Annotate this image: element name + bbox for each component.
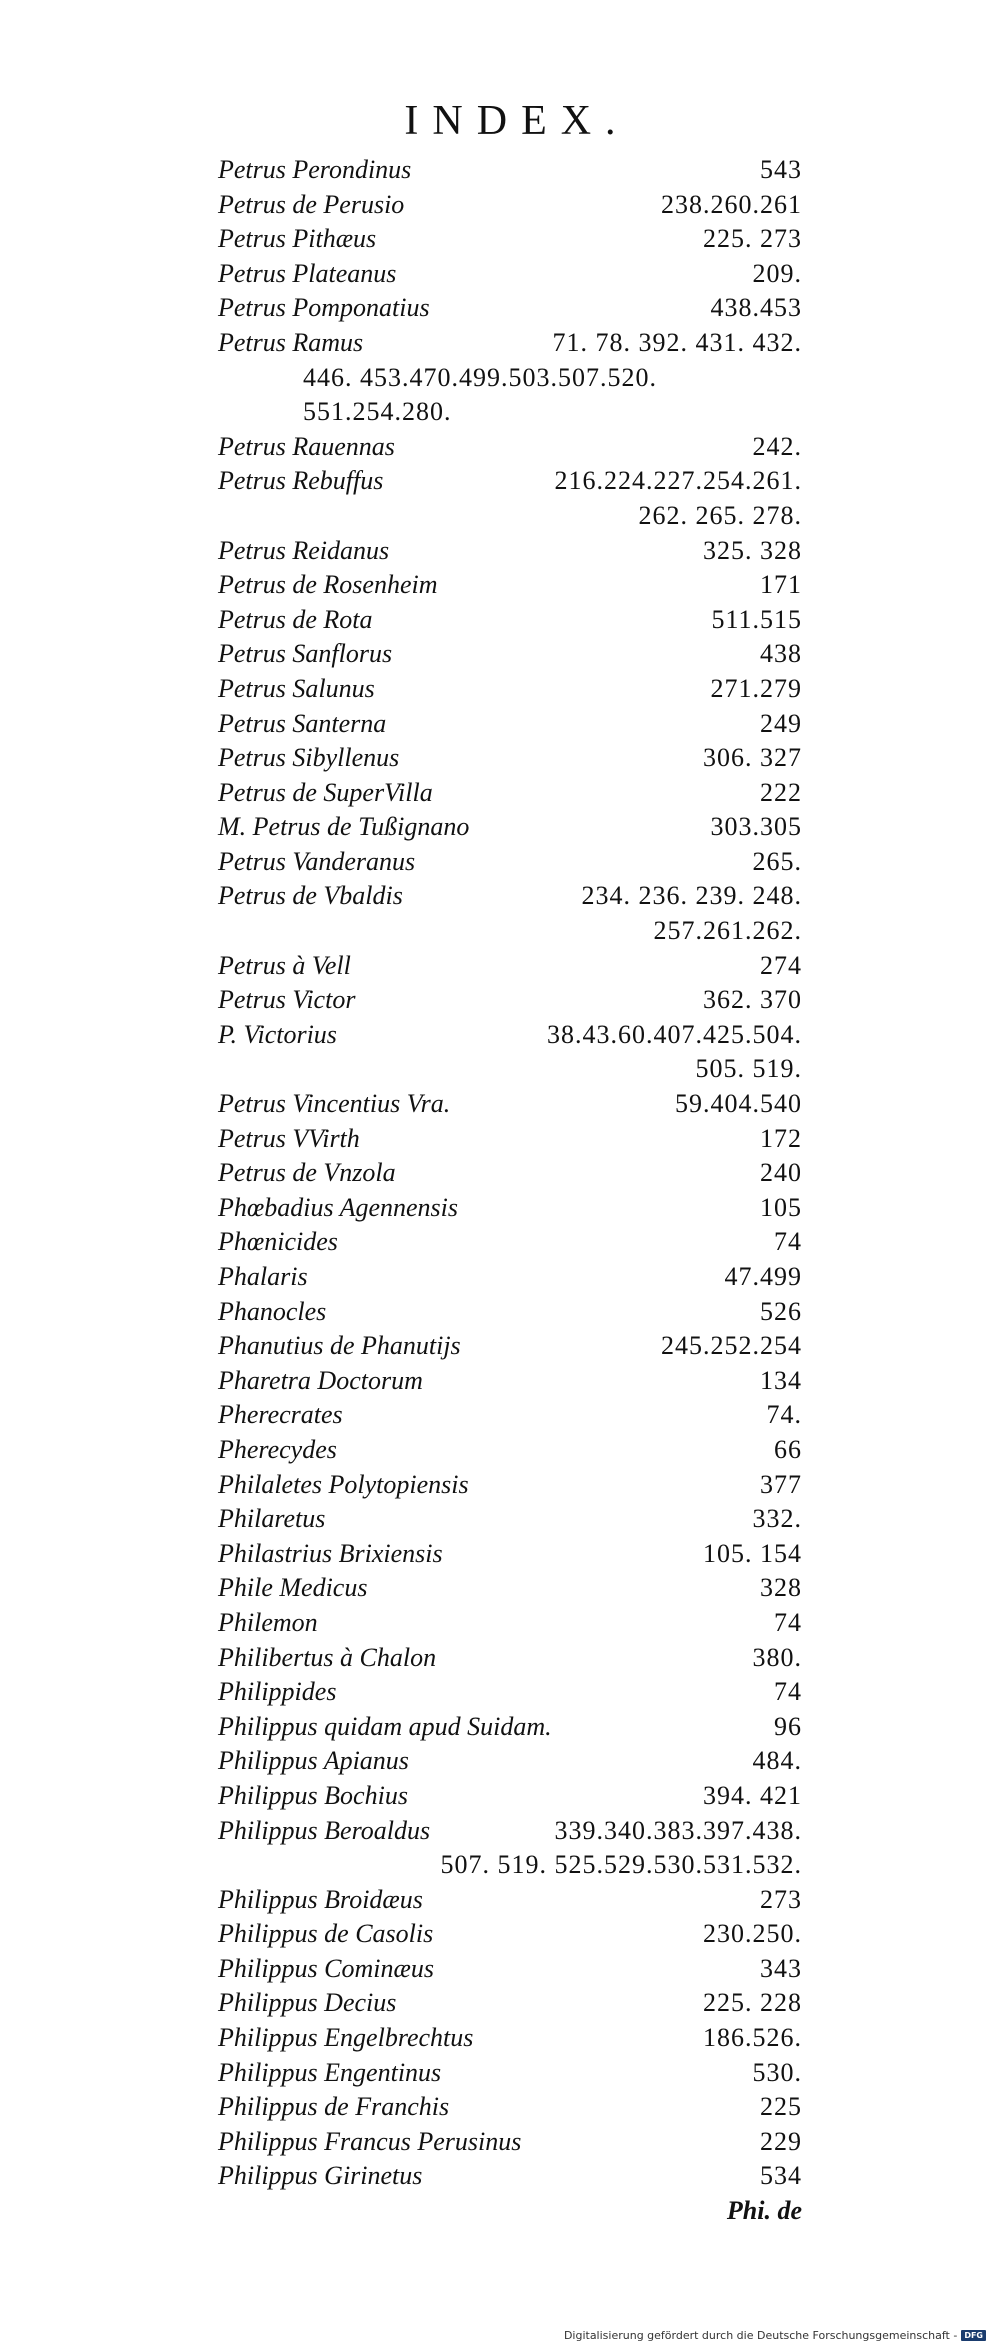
index-entry [218,1122,802,1157]
index-entry-row [218,2090,802,2125]
entry-pages: 328 [760,1573,802,1603]
entry-name: Philaletes Polytopiensis [218,1469,469,1499]
index-entry [218,1433,802,1468]
entry-pages: 96 [774,1711,802,1741]
index-entry-row [218,1779,802,1814]
entry-pages: 59.404.540 [675,1089,802,1119]
index-entry-row [218,741,802,776]
index-entry [218,1641,802,1676]
digitization-footer [564,2329,986,2342]
entry-name: Philippus quidam apud Suidam. [218,1711,552,1741]
index-entry-row [218,568,802,603]
entry-name: Petrus Sanflorus [218,639,393,669]
index-entry-row [218,603,802,638]
entry-name: Petrus Vincentius Vra. [218,1089,451,1119]
index-page [218,95,802,2229]
entry-name: P. Victorius [218,1019,337,1049]
index-entry-row [218,1329,802,1364]
entry-pages: 234. 236. 239. 248. [581,881,802,911]
index-entry [218,672,802,707]
entry-name: Pherecydes [218,1434,337,1464]
entry-pages: 332. [752,1504,802,1534]
index-entry [218,949,802,984]
entry-pages: 484. [752,1746,802,1776]
entry-pages: 339.340.383.397.438. [554,1815,802,1845]
index-entry [218,1571,802,1606]
index-entry-row [218,1364,802,1399]
index-entry [218,1537,802,1572]
entry-name: Philippus Apianus [218,1746,409,1776]
entry-pages: 377 [760,1469,802,1499]
index-entry [218,2021,802,2056]
index-entry [218,1260,802,1295]
entry-pages-continued: 551.254.280. [303,397,452,427]
entry-name: Petrus Perondinus [218,155,412,184]
index-entry-row [218,257,802,292]
entry-pages: 530. [752,2057,802,2087]
entry-name: Petrus de Perusio [218,189,405,219]
entry-name: Petrus Rebuffus [218,466,384,496]
index-entry [218,1156,802,1191]
index-entry [218,2090,802,2125]
entry-name: Phœbadius Agennensis [218,1192,459,1222]
entry-name: Philippus Engentinus [218,2057,442,2087]
index-entry-row [218,810,802,845]
entry-pages: 74 [774,1677,802,1707]
entry-pages: 273 [760,1884,802,1914]
entry-pages-continued: 507. 519. 525.529.530.531.532. [440,1850,802,1880]
entry-pages: 511.515 [711,604,802,634]
entry-pages-continued: 446. 453.470.499.503.507.520. [303,362,657,392]
index-entry [218,1468,802,1503]
entry-pages: 265. [752,846,802,876]
entry-name: Petrus de Vbaldis [218,881,403,911]
index-entry-row [218,1433,802,1468]
entry-pages: 534 [760,2161,802,2191]
index-entry-row [218,430,802,465]
index-entry [218,464,802,533]
index-entry-row [218,1295,802,1330]
index-entry [218,222,802,257]
index-entry-row [218,1191,802,1226]
index-entry-row [218,983,802,1018]
entry-name: Pharetra Doctorum [218,1365,423,1395]
index-entry [218,603,802,638]
entry-name: Philippus Engelbrechtus [218,2023,474,2053]
entry-pages: 230.250. [703,1919,802,1949]
index-entry [218,1710,802,1745]
index-entry [218,1295,802,1330]
entry-name: Philippus de Franchis [218,2092,450,2122]
entry-pages: 225. 228 [703,1988,802,2018]
dfg-logo-icon: DFG [961,2330,986,2341]
entry-pages: 362. 370 [703,985,802,1015]
index-entry-row [218,1883,802,1918]
index-entry-row [218,1675,802,1710]
index-entry-row [218,776,802,811]
entry-name: Petrus Vanderanus [218,846,416,876]
index-entry [218,741,802,776]
entry-name: Philibertus à Chalon [218,1642,437,1672]
entry-pages: 225. 273 [703,224,802,254]
index-entry-row [218,1814,802,1849]
index-entry [218,1779,802,1814]
index-entry-row [218,1917,802,1952]
entry-name: Petrus Rauennas [218,431,395,461]
entry-pages: 343 [760,1953,802,1983]
index-entry [218,1675,802,1710]
index-entry [218,983,802,1018]
entry-pages: 543 [760,155,802,184]
index-entry [218,776,802,811]
entry-pages-continued: 257.261.262. [653,916,802,946]
entry-pages: 216.224.227.254.261. [554,466,802,496]
entry-name: Petrus de Rota [218,604,373,634]
entry-name: Petrus de Rosenheim [218,570,438,600]
entry-name: Petrus Santerna [218,708,387,738]
index-entry [218,1225,802,1260]
entry-name: Philippus de Casolis [218,1919,434,1949]
entry-name: Philippides [218,1677,337,1707]
index-entry-row [218,2125,802,2160]
index-entry [218,430,802,465]
page-header: INDEX. [404,98,630,144]
entry-pages: 105. 154 [703,1538,802,1568]
entry-name: Pherecrates [218,1400,343,1430]
entry-pages: 229 [760,2126,802,2156]
index-entry [218,1986,802,2021]
index-entry [218,2159,802,2194]
footer-text: Digitalisierung gefördert durch die Deutsche Forschungsgemeinschaft - [563,2329,958,2342]
index-entry [218,257,802,292]
entry-name: Philastrius Brixiensis [218,1538,443,1568]
index-entry [218,1398,802,1433]
entry-pages: 249 [760,708,802,738]
index-entry-row [218,1087,802,1122]
entry-name: Petrus Sibyllenus [218,743,400,773]
entry-pages: 225 [760,2092,802,2122]
index-entry-row [218,2159,802,2194]
entry-name: Petrus à Vell [218,950,351,980]
entry-name: Petrus de Vnzola [218,1158,396,1188]
index-entry-row [218,1606,802,1641]
entry-pages: 74 [774,1227,802,1257]
entry-pages: 394. 421 [703,1780,802,1810]
index-entry [218,291,802,326]
entry-name: Petrus VVirth [218,1123,360,1153]
entry-pages: 105 [760,1192,802,1222]
index-entry-row [218,2021,802,2056]
index-entry-row [218,1260,802,1295]
entry-pages: 242. [752,431,802,461]
index-entry-row [218,1502,802,1537]
index-entry-row [218,291,802,326]
entry-pages: 222 [760,777,802,807]
entry-name: Philippus Beroaldus [218,1815,431,1845]
index-entry [218,188,802,223]
entry-name: Philippus Broidæus [218,1884,423,1914]
entry-name: Phile Medicus [218,1573,368,1603]
index-entry [218,2056,802,2091]
index-entry-row [218,949,802,984]
index-entry [218,534,802,569]
index-entry [218,1917,802,1952]
entry-name: Petrus Victor [218,985,356,1015]
entry-name: Petrus de SuperVilla [218,777,433,807]
entry-name: Philippus Cominæus [218,1953,434,1983]
entry-name: Petrus Reidanus [218,535,390,565]
index-entry [218,1191,802,1226]
index-entry [218,2125,802,2160]
entry-pages: 438.453 [710,293,802,323]
entry-name: Phalaris [218,1262,308,1291]
catchword: Phi. de [726,2196,802,2226]
index-entry-row [218,1641,802,1676]
index-entry [218,810,802,845]
index-entry-row [218,1710,802,1745]
index-entry-row [218,707,802,742]
entry-pages: 134 [760,1365,802,1395]
entry-name: M. Petrus de Tußignano [218,812,470,842]
entry-pages: 306. 327 [703,743,802,773]
entry-name: Petrus Plateanus [218,258,397,288]
index-entry [218,1087,802,1122]
entry-name: Philippus Decius [218,1988,397,2018]
index-entry [218,1018,802,1087]
entry-pages: 74. [766,1400,802,1430]
entry-pages-continued: 505. 519. [695,1054,802,1084]
index-entry-row [218,1952,802,1987]
entry-pages: 303.305 [710,812,802,842]
index-entry [218,1606,802,1641]
index-entry [218,1883,802,1918]
index-entry-row [218,1122,802,1157]
index-entry-row [218,1018,802,1053]
index-entry-row [218,464,802,499]
index-entry-row [218,845,802,880]
entry-pages: 47.499 [724,1262,802,1291]
index-entry [218,1744,802,1779]
index-entry [218,845,802,880]
entry-pages: 240 [760,1158,802,1188]
index-entry-row [218,637,802,672]
entry-pages: 274 [760,950,802,980]
index-entry-row [218,1571,802,1606]
index-entry-row [218,672,802,707]
entry-name: Phanocles [218,1296,327,1326]
entry-pages: 74 [774,1607,802,1637]
entry-name: Philippus Francus Perusinus [218,2126,522,2156]
entry-pages: 526 [760,1296,802,1326]
entry-name: Philippus Girinetus [218,2161,423,2191]
entry-pages: 66 [774,1434,802,1464]
index-entry-row [218,326,802,361]
entry-pages: 380. [752,1642,802,1672]
entry-name: Phanutius de Phanutijs [218,1331,461,1361]
entry-name: Petrus Salunus [218,673,375,703]
entry-pages: 238.260.261 [661,189,802,219]
index-entry [218,637,802,672]
entry-pages-continued: 262. 265. 278. [638,500,802,530]
index-entry-row [218,188,802,223]
entry-name: Petrus Ramus [218,327,364,357]
index-entry [218,707,802,742]
index-entry [218,1952,802,1987]
entry-pages: 38.43.60.407.425.504. [547,1019,802,1049]
index-entry-row [218,1225,802,1260]
entry-name: Phœnicides [218,1227,338,1257]
index-entry [218,326,802,430]
entry-name: Petrus Pomponatius [218,293,430,323]
index-entry [218,1814,802,1883]
index-entry [218,1329,802,1364]
index-entry-row [218,1398,802,1433]
entry-pages: 325. 328 [703,535,802,565]
entry-pages: 186.526. [703,2023,802,2053]
entry-name: Petrus Pithæus [218,224,377,254]
index-entry-row [218,879,802,914]
entry-pages: 438 [760,639,802,669]
index-entry-row [218,534,802,569]
entry-pages: 271.279 [710,673,802,703]
index-entry [218,879,802,948]
index-entries [218,153,802,2194]
index-entry [218,568,802,603]
index-entry [218,1502,802,1537]
entry-pages: 209. [752,258,802,288]
index-entry-row [218,2056,802,2091]
index-entry-row [218,1156,802,1191]
index-entry [218,153,802,188]
entry-name: Philaretus [218,1504,326,1534]
index-entry-row [218,1468,802,1503]
index-entry-row [218,1537,802,1572]
entry-pages: 171 [760,570,802,600]
index-entry-row [218,222,802,257]
index-entry-row [218,1744,802,1779]
entry-pages: 172 [760,1123,802,1153]
index-entry-row [218,1986,802,2021]
entry-pages: 245.252.254 [661,1331,802,1361]
entry-pages: 71. 78. 392. 431. 432. [552,327,802,357]
entry-name: Philemon [218,1607,318,1637]
entry-name: Philippus Bochius [218,1780,408,1810]
index-entry-row [218,153,802,188]
index-entry [218,1364,802,1399]
